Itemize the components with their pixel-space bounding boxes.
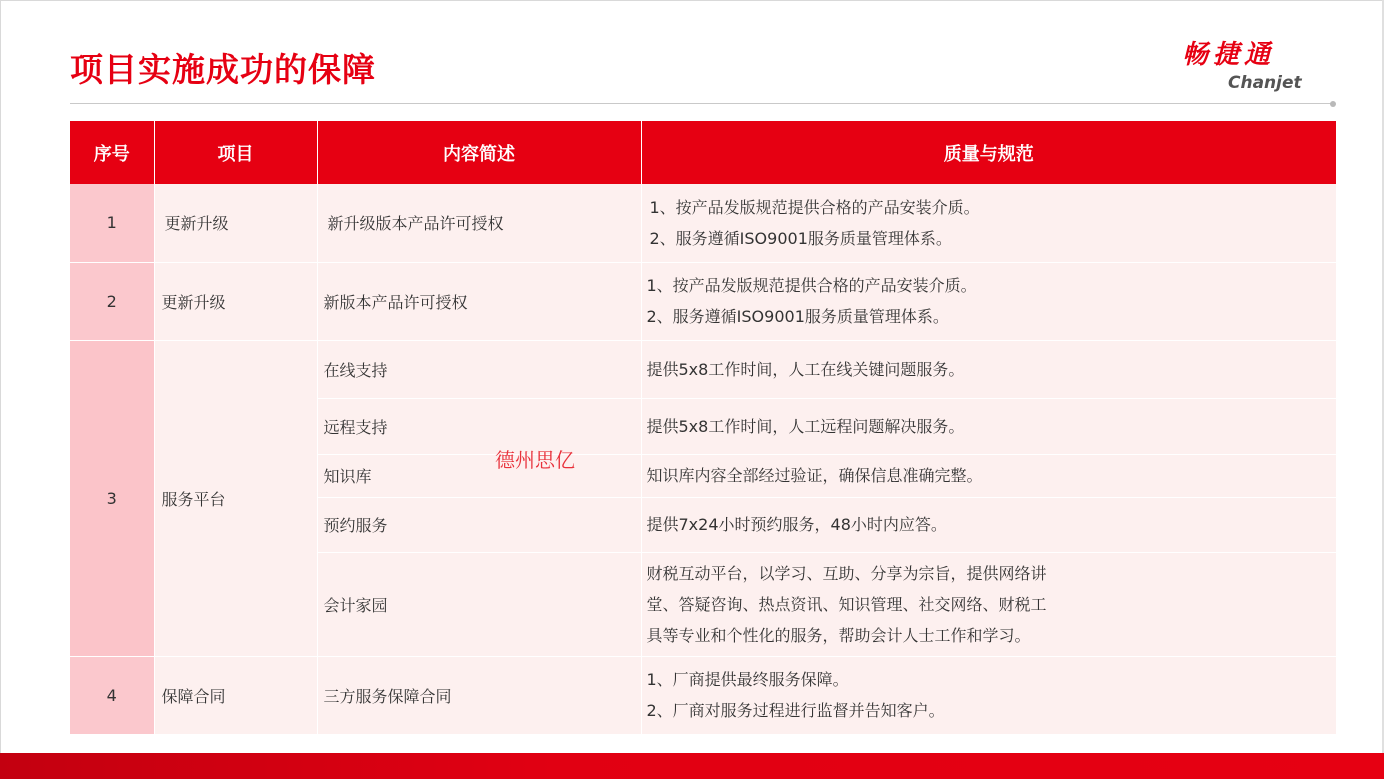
slide-border-top <box>0 0 1384 1</box>
row-description: 新升级版本产品许可授权 <box>317 184 641 262</box>
row-quality: 知识库内容全部经过验证，确保信息准确完整。 <box>641 454 1336 497</box>
row-quality <box>641 656 1336 734</box>
row-description: 新版本产品许可授权 <box>317 262 641 340</box>
row-index: 3 <box>70 340 154 656</box>
table-row <box>70 262 1336 340</box>
row-index: 4 <box>70 656 154 734</box>
watermark-text: 德州思亿 <box>495 448 575 472</box>
quality-line: 2、厂商对服务过程进行监督并告知客户。 <box>646 701 945 720</box>
header-project: 项目 <box>154 121 317 184</box>
quality-line: 堂、答疑咨询、热点资讯、知识管理、社交网络、财税工 <box>646 594 1047 614</box>
brand-logo <box>1162 26 1332 96</box>
header-quality: 质量与规范 <box>641 121 1336 184</box>
quality-line: 1、厂商提供最终服务保障。 <box>646 670 849 689</box>
quality-line: 1、按产品发版规范提供合格的产品安装介质。 <box>646 276 977 295</box>
title-divider <box>70 103 1332 104</box>
assurance-table <box>70 121 1337 735</box>
table-row <box>70 184 1336 262</box>
row-quality <box>641 262 1336 340</box>
row-quality: 提供5x8工作时间，人工远程问题解决服务。 <box>641 398 1336 454</box>
quality-line: 财税互动平台，以学习、互助、分享为宗旨，提供网络讲 <box>646 563 1047 583</box>
logo-chinese-text: 畅捷通 <box>1182 40 1276 70</box>
row-description: 预约服务 <box>317 497 641 552</box>
logo-english-text: Chanjet <box>1228 73 1302 93</box>
table-row <box>70 656 1336 734</box>
row-index: 1 <box>70 184 154 262</box>
footer-bar <box>0 753 1384 779</box>
row-quality <box>641 552 1336 656</box>
quality-line: 2、服务遵循ISO9001服务质量管理体系。 <box>649 228 952 248</box>
row-description: 远程支持 <box>317 398 641 454</box>
table-header-row <box>70 121 1336 184</box>
row-project: 服务平台 <box>154 340 317 656</box>
quality-line: 具等专业和个性化的服务，帮助会计人士工作和学习。 <box>646 625 1031 645</box>
slide-border-left <box>0 0 1 779</box>
row-description: 三方服务保障合同 <box>317 656 641 734</box>
row-description: 知识库 <box>317 454 641 497</box>
row-quality <box>641 184 1336 262</box>
quality-line: 1、按产品发版规范提供合格的产品安装介质。 <box>649 197 980 217</box>
row-index: 2 <box>70 262 154 340</box>
row-project: 保障合同 <box>154 656 317 734</box>
header-description: 内容简述 <box>317 121 641 184</box>
quality-line: 2、服务遵循ISO9001服务质量管理体系。 <box>646 307 949 326</box>
title-divider-dot <box>1330 101 1336 107</box>
header-index: 序号 <box>70 121 154 184</box>
page-title: 项目实施成功的保障 <box>70 50 376 89</box>
table-row <box>70 340 1336 398</box>
row-quality: 提供5x8工作时间，人工在线关键问题服务。 <box>641 340 1336 398</box>
row-description: 会计家园 <box>317 552 641 656</box>
row-quality: 提供7x24小时预约服务，48小时内应答。 <box>641 497 1336 552</box>
row-description: 在线支持 <box>317 340 641 398</box>
row-project: 更新升级 <box>154 184 317 262</box>
row-project: 更新升级 <box>154 262 317 340</box>
